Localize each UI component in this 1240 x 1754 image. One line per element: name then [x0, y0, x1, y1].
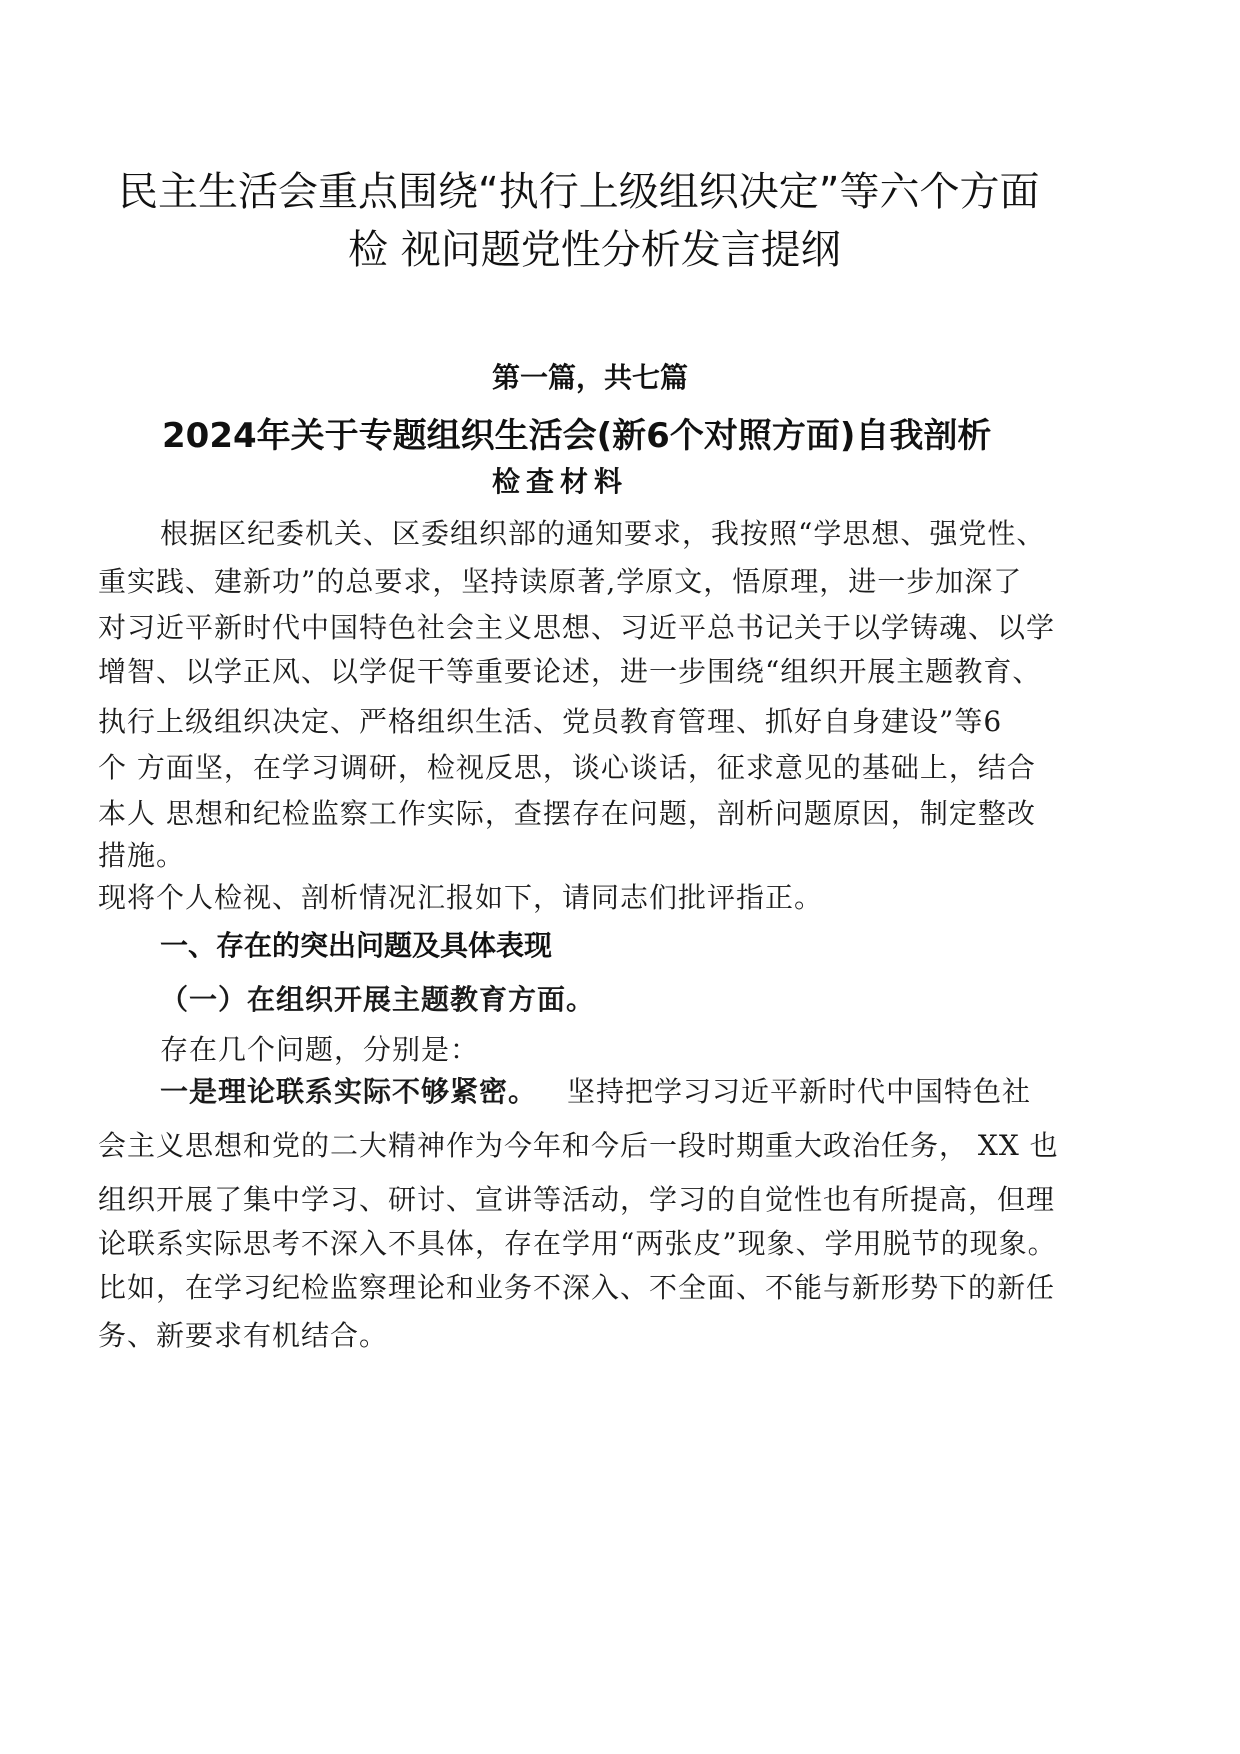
intro-line-6: 个 方面坚，在学习调研，检视反思，谈心谈话，征求意见的基础上，结合 — [98, 751, 1036, 784]
intro-line-1: 根据区纪委机关、区委组织部的通知要求，我按照“学思想、强党性、 — [160, 517, 1046, 550]
point1-line-1: 会主义思想和党的二大精神作为今年和今后一段时期重大政治任务， XX 也 — [98, 1129, 1059, 1162]
main-title-line-2: 检 视问题党性分析发言提纲 — [348, 227, 841, 273]
point1-first-line — [160, 1070, 1031, 1110]
point1-line-4: 比如，在学习纪检监察理论和业务不深入、不全面、不能与新形势下的新任 — [98, 1271, 1056, 1304]
section-subheading: （一）在组织开展主题教育方面。 — [160, 983, 596, 1016]
intro-line-4: 增智、以学正风、以学促干等重要论述，进一步围绕“组织开展主题教育、 — [98, 655, 1042, 688]
intro-line-3: 对习近平新时代中国特色社会主义思想、习近平总书记关于以学铸魂、以学 — [98, 611, 1056, 644]
section-heading: 一、存在的突出问题及具体表现 — [160, 929, 553, 962]
sub-title-line-1: 2024年关于专题组织生活会(新6个对照方面)自我剖析 — [162, 416, 992, 456]
point1-first-text: 坚持把学习习近平新时代中国特色社 — [567, 1075, 1032, 1108]
intro-line-7: 本人 思想和纪检监察工作实际，查摆存在问题，剖析问题原因，制定整改 — [98, 797, 1036, 830]
intro-line-5: 执行上级组织决定、严格组织生活、党员教育管理、抓好自身建设”等6 — [98, 705, 1003, 738]
point1-line-5: 务、新要求有机结合。 — [98, 1319, 389, 1352]
point1-line-2: 组织开展了集中学习、研讨、宣讲等活动，学习的自觉性也有所提高，但理 — [98, 1183, 1056, 1216]
part-label: 第一篇，共七篇 — [492, 361, 689, 394]
main-title-line-1: 民主生活会重点围绕“执行上级组织决定”等六个方面 — [118, 169, 1040, 215]
section-lead: 存在几个问题，分别是： — [160, 1033, 480, 1066]
point1-label: 一是理论联系实际不够紧密。 — [160, 1075, 538, 1108]
intro-closing: 现将个人检视、剖析情况汇报如下，请同志们批评指正。 — [98, 881, 824, 914]
point1-line-3: 论联系实际思考不深入不具体，存在学用“两张皮”现象、学用脱节的现象。 — [98, 1227, 1057, 1260]
intro-line-8: 措施。 — [98, 839, 186, 872]
intro-line-2: 重实践、建新功”的总要求，坚持读原著,学原文，悟原理，进一步加深了 — [98, 565, 1023, 598]
sub-title-line-2: 检查材料 — [492, 465, 629, 498]
